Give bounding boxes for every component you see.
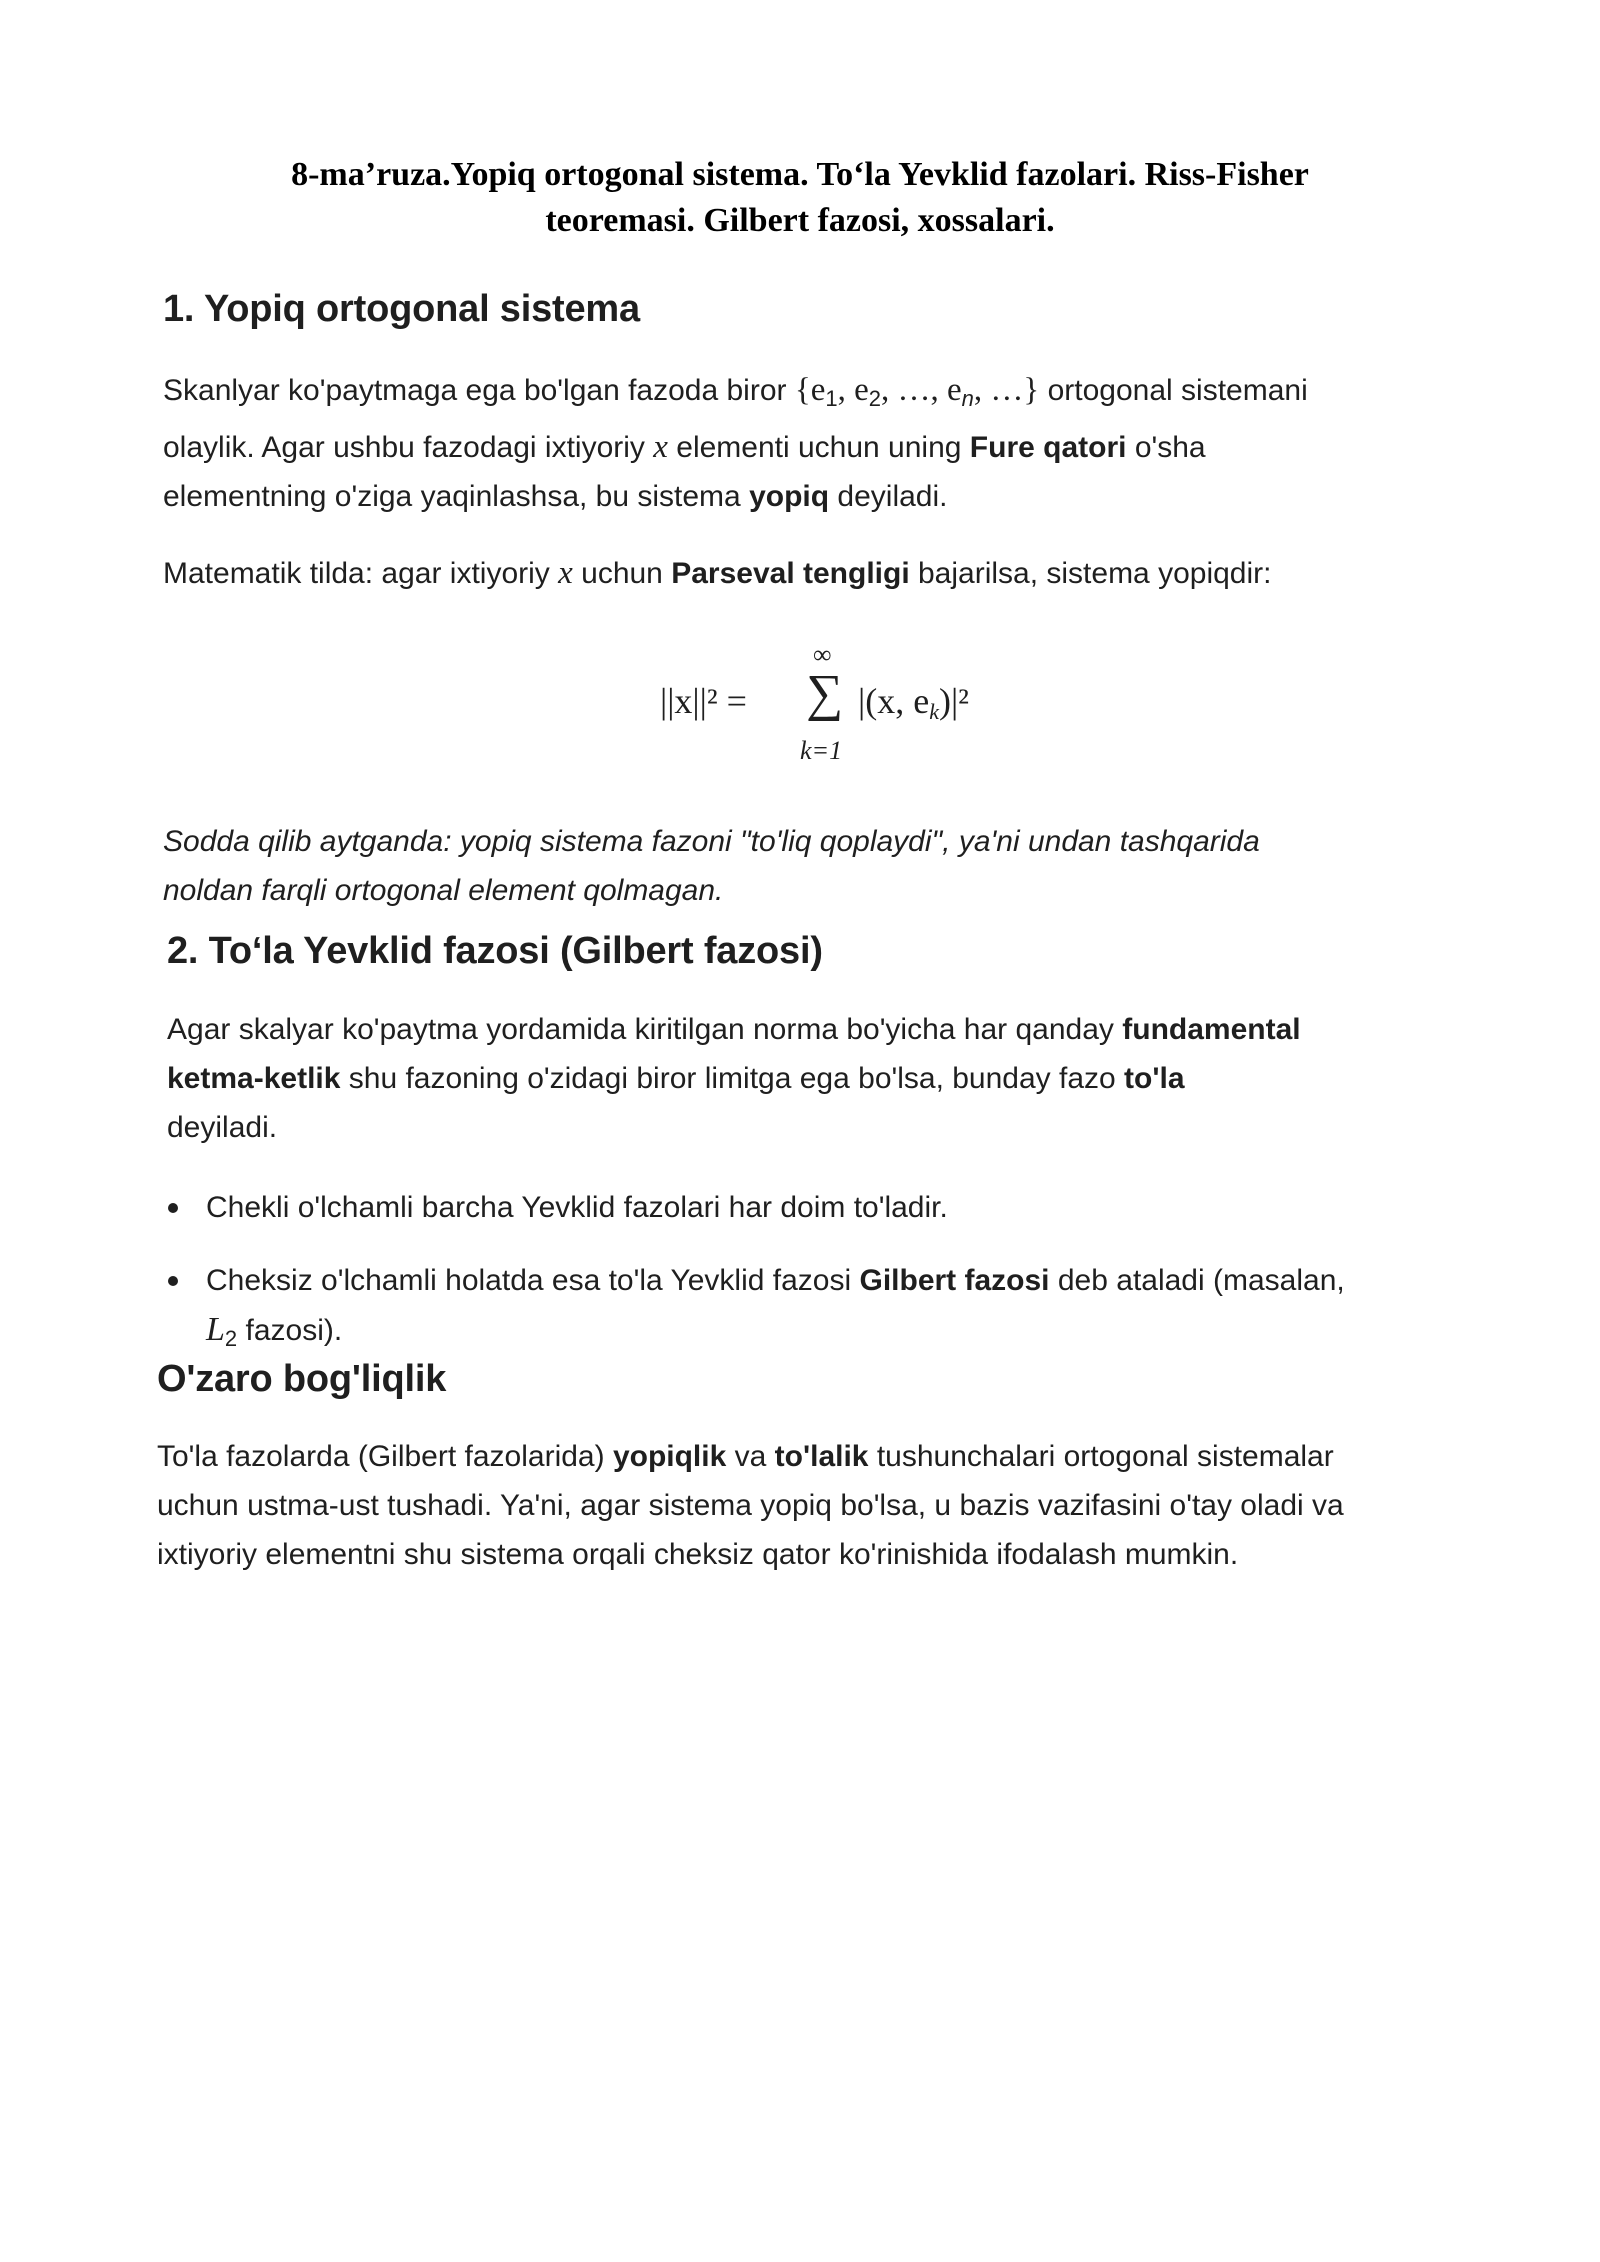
section1-paragraph-2: Matematik tilda: agar ixtiyoriy x uchun Parseval tengligi bajarilsa, sistema yopiqdir:	[163, 555, 1272, 591]
bullet-item-1: Chekli o'lchamli barcha Yevklid fazolari har doim to'ladir.	[206, 1191, 948, 1224]
section3-paragraph-1: To'la fazolarda (Gilbert fazolarida) yopiqlik va to'lalik tushunchalari ortogonal sistemalar uchun ustma-ust tushadi. Ya'ni, agar sistema yopiq bo'lsa, u bazis vazifasini o'tay oladi va ixtiyoriy elementni shu sistema orqali cheksiz qator ko'rinishida ifodalash mumkin.	[157, 1440, 1344, 1571]
section2-heading: 2. To‘la Yevklid fazosi (Gilbert fazosi)	[167, 930, 823, 972]
s1p1-line-3: elementning o'ziga yaqinlashsa, bu sistema yopiq deyiladi.	[163, 480, 948, 513]
bullet-dot	[168, 1276, 178, 1286]
s1p1-line-1: Skanlyar ko'paytmaga ega bo'lgan fazoda biror {$e_1$, $e_2$, …, $e_n$, …} ortogonal sistemani	[163, 372, 1308, 411]
section1-heading: 1. Yopiq ortogonal sistema	[163, 288, 640, 330]
lecture-title	[150, 152, 1450, 244]
s1p1-line-2: olaylik. Agar ushbu fazodagi ixtiyoriy x elementi uchun uning Fure qatori o'sha	[163, 429, 1206, 465]
bullet-item-2: Cheksiz o'lchamli holatda esa to'la Yevklid fazosi Gilbert fazosi deb ataladi (masalan, $L_2$ fazosi).	[206, 1264, 1345, 1351]
section1-note: Sodda qilib aytganda: yopiq sistema fazoni "to'liq qoplaydi", ya'ni undan tashqarida noldan farqli ortogonal element qolmagan.	[163, 825, 1260, 907]
title-line-2: teoremasi. Gilbert fazosi, xossalari.	[545, 202, 1055, 239]
section1-paragraph-1	[163, 366, 1483, 521]
title-line-1: 8-ma’ruza.Yopiq ortogonal sistema. To‘la Yevklid fazolari. Riss-Fisher	[291, 156, 1309, 193]
section2-paragraph-1: Agar skalyar ko'paytma yordamida kiritilgan norma bo'yicha har qanday fundamental ketma-ketlik shu fazoning o'zidagi biror limitga ega bo'lsa, bunday fazo to'la deyiladi.	[167, 1013, 1301, 1144]
section3-heading: O'zaro bog'liqlik	[157, 1358, 447, 1400]
bullet-dot	[168, 1203, 178, 1213]
parseval-formula: ||x||² = ∞ ∑ k=1 |(x, $e_k)|^2$	[660, 640, 969, 765]
